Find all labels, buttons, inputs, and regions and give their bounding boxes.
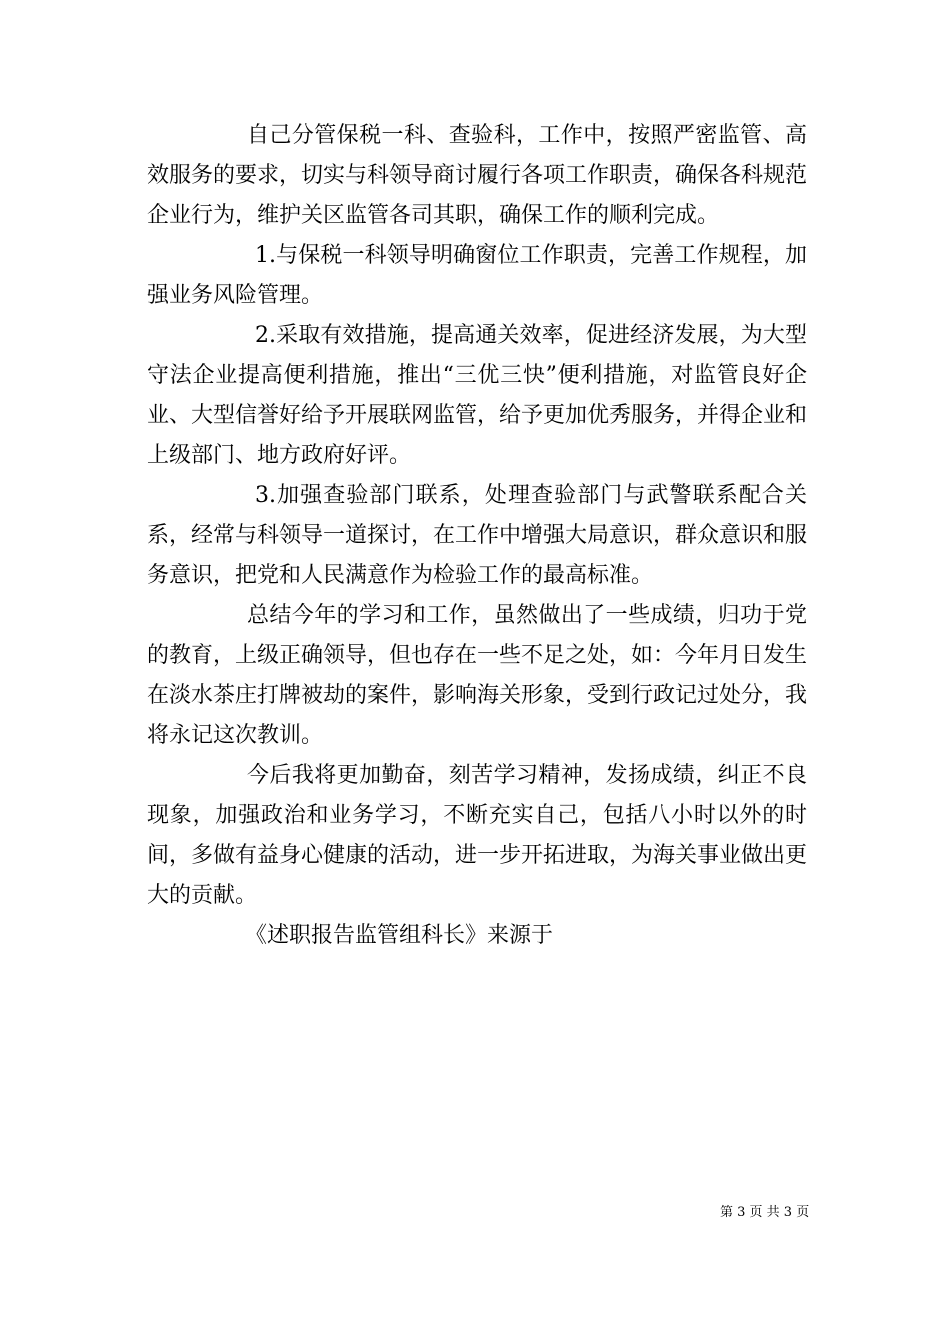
paragraph-item-2: 2.采取有效措施，提高通关效率，促进经济发展，为大型守法企业提高便利措施，推出“三优三快”便利措施，对监管良好企业、大型信誉好给予开展联网监管，给予更加优秀服务，并得企业和上级部门、地方政府好评。 bbox=[147, 323, 808, 468]
page-number-footer: 第 3 页 共 3 页 bbox=[720, 1205, 810, 1220]
document-body bbox=[147, 116, 807, 956]
paragraph-source: 《述职报告监管组科长》来源于 bbox=[245, 923, 554, 948]
paragraph-future: 今后我将更加勤奋，刻苦学习精神，发扬成绩，纠正不良现象，加强政治和业务学习，不断充实自己，包括八小时以外的时间，多做有益身心健康的活动，进一步开拓进取，为海关事业做出更大的贡献。 bbox=[147, 763, 808, 908]
paragraph-item-1: 1.与保税一科领导明确窗位工作职责，完善工作规程，加强业务风险管理。 bbox=[147, 243, 807, 308]
paragraph-responsibilities: 自己分管保税一科、查验科，工作中，按照严密监管、高效服务的要求，切实与科领导商讨履行各项工作职责，确保各科规范企业行为，维护关区监管各司其职，确保工作的顺利完成。 bbox=[147, 123, 808, 228]
paragraph-summary: 总结今年的学习和工作，虽然做出了一些成绩，归功于党的教育，上级正确领导，但也存在一些不足之处，如：今年月日发生在淡水茶庄打牌被劫的案件，影响海关形象，受到行政记过处分，我将永记这次教训。 bbox=[147, 603, 808, 748]
paragraph-item-3: 3.加强查验部门联系，处理查验部门与武警联系配合关系，经常与科领导一道探讨，在工作中增强大局意识，群众意识和服务意识，把党和人民满意作为检验工作的最高标准。 bbox=[147, 483, 808, 588]
